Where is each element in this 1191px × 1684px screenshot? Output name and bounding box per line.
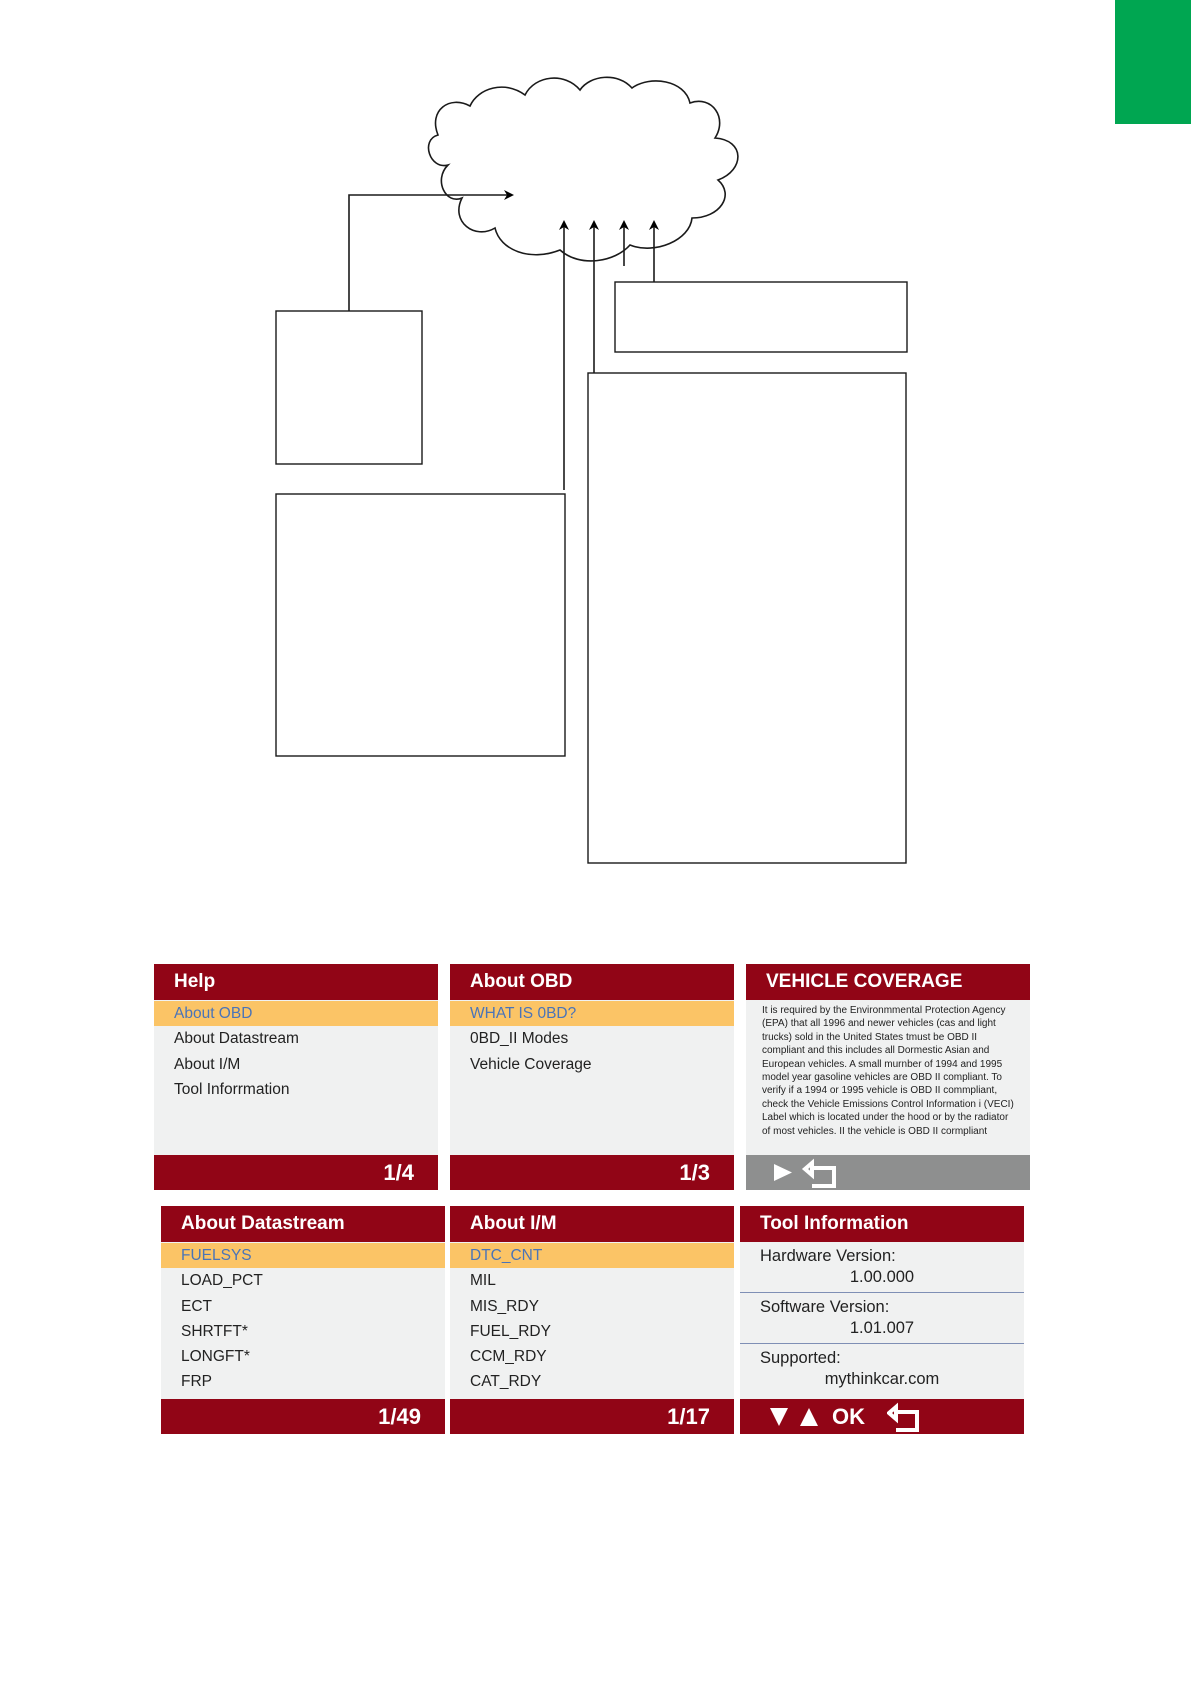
- return-icon[interactable]: [805, 1163, 834, 1186]
- menu-item[interactable]: 0BD_II Modes: [470, 1030, 569, 1048]
- software-version-row: [740, 1293, 1024, 1344]
- menu-list: [161, 1243, 445, 1395]
- hardware-version-row: [740, 1242, 1024, 1293]
- menu-item[interactable]: LONGFT*: [181, 1348, 250, 1366]
- row-label: Software Version:: [760, 1298, 890, 1316]
- play-icon[interactable]: [774, 1164, 792, 1181]
- menu-item[interactable]: CAT_RDY: [470, 1373, 542, 1391]
- coverage-text: It is required by the Environmmental Protection Agency (EPA) that all 1996 and newer vehicles (cas and light trucks) sold in the United States tmust be OBD II compliant and this includes all Dormestic Asian and European vehicles. A small murnber of 1994 and 1995 model year gasoline vehicles are OBD II compliant. To verify if a 1994 or 1995 vehicle is OBD II commpliant, check the Vehicle Emissions Control Information i (VECI) Label which is located under the hood or by the radiator of most vehicles. II the vehicle is OBD II cormpliant: [762, 1005, 1014, 1137]
- about-im-screen: [450, 1206, 734, 1434]
- menu-item[interactable]: MIS_RDY: [470, 1297, 539, 1315]
- menu-list: [450, 1001, 734, 1077]
- box-right-top: [615, 282, 907, 352]
- menu-item[interactable]: WHAT IS 0BD?: [450, 1001, 734, 1026]
- menu-item[interactable]: LOAD_PCT: [181, 1272, 263, 1290]
- screen-title: About Datastream: [161, 1206, 445, 1242]
- menu-item[interactable]: About OBD: [154, 1001, 438, 1026]
- row-label: Hardware Version:: [760, 1247, 896, 1265]
- control-bar: [746, 1155, 1030, 1190]
- connector-arrow: [349, 195, 512, 311]
- menu-item[interactable]: FRP: [181, 1373, 212, 1391]
- vehicle-coverage-screen: [746, 964, 1030, 1190]
- about-datastream-screen: [161, 1206, 445, 1434]
- page-indicator: 1/49: [161, 1399, 445, 1434]
- about-obd-screen: [450, 964, 734, 1190]
- menu-item[interactable]: MIL: [470, 1272, 496, 1290]
- menu-item[interactable]: CCM_RDY: [470, 1348, 547, 1366]
- menu-item[interactable]: FUEL_RDY: [470, 1322, 551, 1340]
- menu-list: [450, 1243, 734, 1395]
- menu-item[interactable]: Vehicle Coverage: [470, 1055, 592, 1073]
- row-label: Supported:: [760, 1349, 841, 1367]
- row-value: 1.00.000: [849, 1268, 915, 1286]
- screen-title: About OBD: [450, 964, 734, 1000]
- return-icon[interactable]: [889, 1407, 917, 1430]
- box-left-large: [276, 494, 565, 756]
- up-arrow-icon[interactable]: [800, 1408, 818, 1426]
- cloud-shape: [429, 77, 738, 261]
- tool-information-screen: [740, 1206, 1024, 1434]
- box-right-large: [588, 373, 906, 863]
- screen-title: VEHICLE COVERAGE: [746, 964, 1030, 1000]
- supported-row: [740, 1344, 1024, 1395]
- page-indicator: 1/4: [154, 1155, 438, 1190]
- menu-item[interactable]: Tool Inforrmation: [174, 1080, 290, 1098]
- down-arrow-icon[interactable]: [770, 1408, 788, 1426]
- page-indicator: 1/3: [450, 1155, 734, 1190]
- screen-title: Help: [154, 964, 438, 1000]
- box-left-small: [276, 311, 422, 464]
- menu-item[interactable]: DTC_CNT: [450, 1243, 734, 1268]
- ok-button[interactable]: OK: [832, 1404, 865, 1429]
- menu-list: [154, 1001, 438, 1102]
- page-indicator: 1/17: [450, 1399, 734, 1434]
- menu-item[interactable]: FUELSYS: [161, 1243, 445, 1268]
- row-value: 1.01.007: [849, 1319, 915, 1337]
- screen-title: Tool Information: [740, 1206, 1024, 1242]
- menu-item[interactable]: ECT: [181, 1297, 212, 1315]
- menu-item[interactable]: SHRTFT*: [181, 1322, 248, 1340]
- menu-item[interactable]: About I/M: [174, 1055, 241, 1073]
- screen-title: About I/M: [450, 1206, 734, 1242]
- menu-item[interactable]: About Datastream: [174, 1030, 299, 1048]
- help-screen: [154, 964, 438, 1190]
- row-value: mythinkcar.com: [824, 1370, 940, 1388]
- control-bar: [740, 1399, 1024, 1434]
